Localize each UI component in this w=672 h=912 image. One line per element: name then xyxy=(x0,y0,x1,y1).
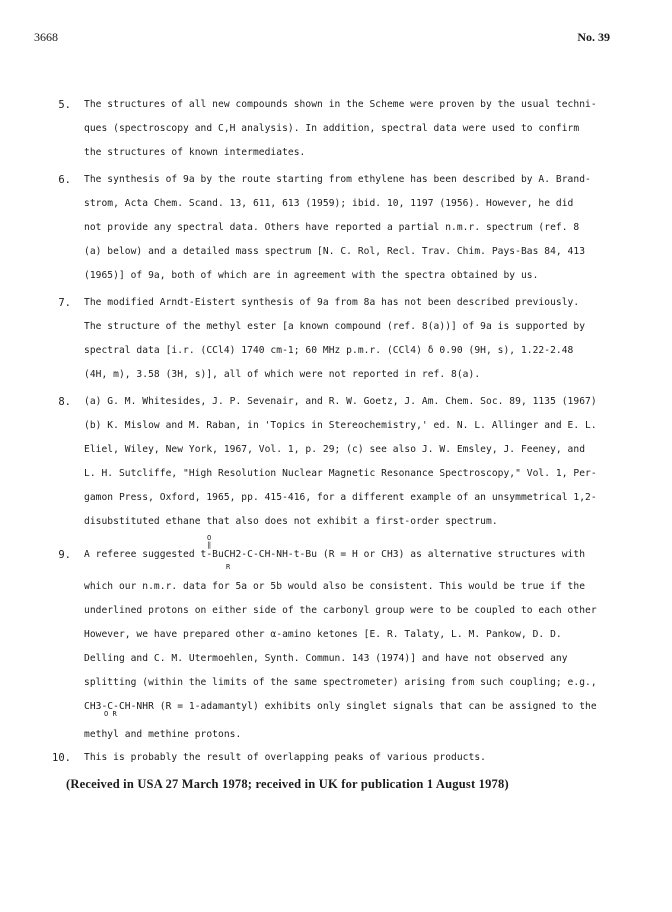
footnote-number: 10. xyxy=(52,752,71,764)
footnote-line: splitting (within the limits of the same spectrometer) arising from such coupling; e.g., xyxy=(84,677,597,688)
footnote-line: A referee suggested t-BuCH2-C-CH-NH-t-Bu (R = H or CH3) as alternative structures with xyxy=(84,549,586,560)
footnote-line: gamon Press, Oxford, 1965, pp. 415-416, for a different example of an unsymmetrical 1,2- xyxy=(84,492,597,503)
footnote-6 xyxy=(0,168,672,288)
ketone-substituents: O R xyxy=(104,710,117,718)
footnote-line: not provide any spectral data. Others have reported a partial n.m.r. spectrum (ref. 8 xyxy=(84,222,580,233)
footnote-10 xyxy=(0,746,672,770)
footnote-line: (a) below) and a detailed mass spectrum [N. C. Rol, Recl. Trav. Chim. Pays-Bas 84, 413 xyxy=(84,246,586,257)
footnote-line: (4H, m), 3.58 (3H, s)], all of which were not reported in ref. 8(a). xyxy=(84,369,481,380)
footnote-line: Delling and C. M. Utermoehlen, Synth. Commun. 143 (1974)] and have not observed any xyxy=(84,653,568,664)
carbonyl-oxygen: O xyxy=(207,534,212,542)
footnote-line: The structures of all new compounds shown in the Scheme were proven by the usual techni- xyxy=(84,99,597,110)
footnote-line: L. H. Sutcliffe, "High Resolution Nuclear Magnetic Resonance Spectroscopy," Vol. 1, Per- xyxy=(84,468,597,479)
footnote-line: Eliel, Wiley, New York, 1967, Vol. 1, p. 29; (c) see also J. W. Emsley, J. Feeney, and xyxy=(84,444,586,455)
footnote-line-formula xyxy=(84,534,614,575)
footnote-number: 6. xyxy=(58,174,71,186)
footnote-line: CH3-C-CH-NHR (R = 1-adamantyl) exhibits only singlet signals that can be assigned to the xyxy=(84,701,597,712)
footnote-line: spectral data [i.r. (CCl4) 1740 cm-1; 60 MHz p.m.r. (CCl4) δ 0.90 (9H, s), 1.22-2.48 xyxy=(84,345,574,356)
footnote-line: strom, Acta Chem. Scand. 13, 611, 613 (1959); ibid. 10, 1197 (1956). However, he did xyxy=(84,198,574,209)
footnote-9 xyxy=(0,534,672,743)
footnote-line: (1965)] of 9a, both of which are in agreement with the spectra obtained by us. xyxy=(84,270,539,281)
substituent-r: R xyxy=(226,563,231,571)
footnote-line: ques (spectroscopy and C,H analysis). In addition, spectral data were used to confirm xyxy=(84,123,580,134)
page-number: 3668 xyxy=(34,30,58,44)
footnote-line: underlined protons on either side of the carbonyl group were to be coupled to each other xyxy=(84,605,597,616)
received-dates: (Received in USA 27 March 1978; received in UK for publication 1 August 1978) xyxy=(66,777,509,791)
footnote-line: However, we have prepared other α-amino ketones [E. R. Talaty, L. M. Pankow, D. D. xyxy=(84,629,562,640)
footnote-line: This is probably the result of overlapping peaks of various products. xyxy=(84,752,486,763)
footnote-8 xyxy=(0,390,672,534)
footnote-line: (b) K. Mislow and M. Raban, in 'Topics in Stereochemistry,' ed. N. L. Allinger and E. L. xyxy=(84,420,597,431)
footnote-line: The structure of the methyl ester [a known compound (ref. 8(a))] of 9a is supported by xyxy=(84,321,586,332)
footnote-line: disubstituted ethane that also does not exhibit a first-order spectrum. xyxy=(84,516,498,527)
footnote-number: 5. xyxy=(58,99,71,111)
footnote-line-formula xyxy=(84,695,614,719)
footnote-number: 7. xyxy=(58,297,71,309)
footnote-number: 9. xyxy=(58,549,71,561)
footnote-line: The modified Arndt-Eistert synthesis of 9a from 8a has not been described previously. xyxy=(84,297,580,308)
footnote-7 xyxy=(0,291,672,387)
issue-number: No. 39 xyxy=(577,30,610,44)
carbonyl-double-bond: ‖ xyxy=(207,541,212,549)
footnote-number: 8. xyxy=(58,396,71,408)
footnote-line: which our n.m.r. data for 5a or 5b would also be consistent. This would be true if the xyxy=(84,581,586,592)
footnote-5 xyxy=(0,93,672,165)
footnote-line: The synthesis of 9a by the route starting from ethylene has been described by A. Brand- xyxy=(84,174,591,185)
footnote-line: methyl and methine protons. xyxy=(84,729,242,740)
footnotes xyxy=(0,93,672,773)
footnote-line: (a) G. M. Whitesides, J. P. Sevenair, and R. W. Goetz, J. Am. Chem. Soc. 89, 1135 (1967) xyxy=(84,396,597,407)
footnote-line: the structures of known intermediates. xyxy=(84,147,306,158)
